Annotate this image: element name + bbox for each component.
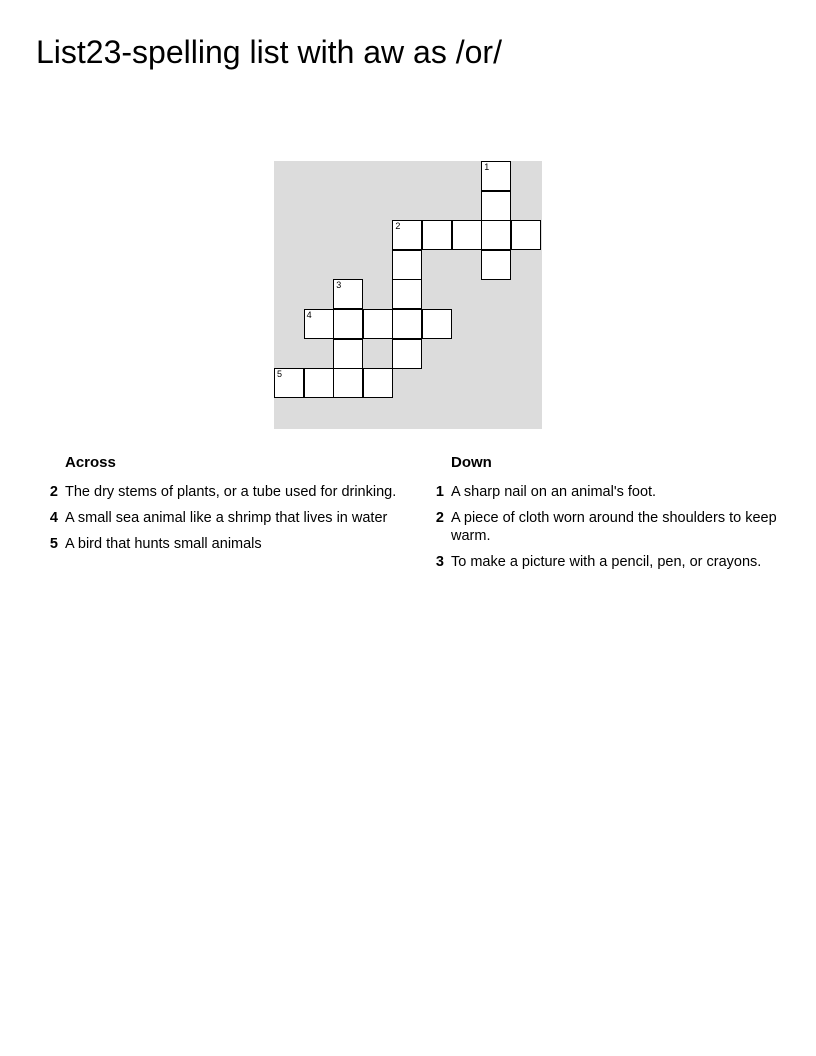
crossword-grid [274,161,542,429]
across-clues [40,455,400,561]
grid-cell[interactable] [481,191,511,221]
clue-number: 2 [435,510,444,526]
across-clue-list [40,483,400,553]
clue-number: 4 [49,510,58,526]
clue-number: 1 [435,484,444,500]
clue-text: To make a picture with a pencil, pen, or crayons. [451,554,762,570]
page-title: List23-spelling list with aw as /or/ [36,34,502,70]
grid-cell[interactable] [333,309,363,339]
clue-text: The dry stems of plants, or a tube used for drinking. [65,484,397,500]
grid-cell[interactable] [392,279,422,309]
grid-cell[interactable] [363,368,393,398]
grid-cell[interactable] [452,220,482,250]
across-heading: Across [65,454,116,471]
cell-number: 3 [336,280,342,291]
grid-cell[interactable] [333,279,363,309]
clue-text: A bird that hunts small animals [65,536,262,552]
grid-cell[interactable] [304,368,334,398]
grid-cell[interactable] [481,161,511,191]
down-clue-list [426,483,796,571]
cell-number: 4 [306,310,312,320]
grid-cell[interactable] [422,220,452,250]
clue-across-5 [40,535,400,553]
clue-text: A piece of cloth worn around the shoulders to keep warm. [451,510,777,544]
clue-number: 3 [435,554,444,570]
grid-cell[interactable] [333,368,363,398]
grid-cell[interactable] [481,250,511,280]
grid-cell[interactable] [392,250,422,280]
grid-cell[interactable] [274,368,304,398]
down-clues [426,455,796,579]
clue-down-1 [426,483,796,501]
grid-cell[interactable] [422,309,452,339]
clue-across-2 [40,483,400,501]
down-heading: Down [451,454,492,471]
grid-cell[interactable] [304,309,334,339]
clue-text: A small sea animal like a shrimp that lives in water [65,510,388,526]
grid-cell[interactable] [392,220,422,250]
cell-number: 1 [484,162,490,172]
clue-down-2 [426,509,796,545]
grid-cell[interactable] [511,220,541,250]
grid-cell[interactable] [481,220,511,250]
clue-across-4 [40,509,400,527]
grid-cell[interactable] [392,309,422,339]
clue-number: 5 [49,536,58,552]
grid-cell[interactable] [363,309,393,339]
clue-number: 2 [49,484,58,500]
clue-text: A sharp nail on an animal's foot. [451,484,657,500]
clue-down-3 [426,553,796,571]
cell-number: 2 [395,221,401,232]
cell-number: 5 [277,369,283,380]
grid-cell[interactable] [392,339,422,369]
grid-cell[interactable] [333,339,363,369]
